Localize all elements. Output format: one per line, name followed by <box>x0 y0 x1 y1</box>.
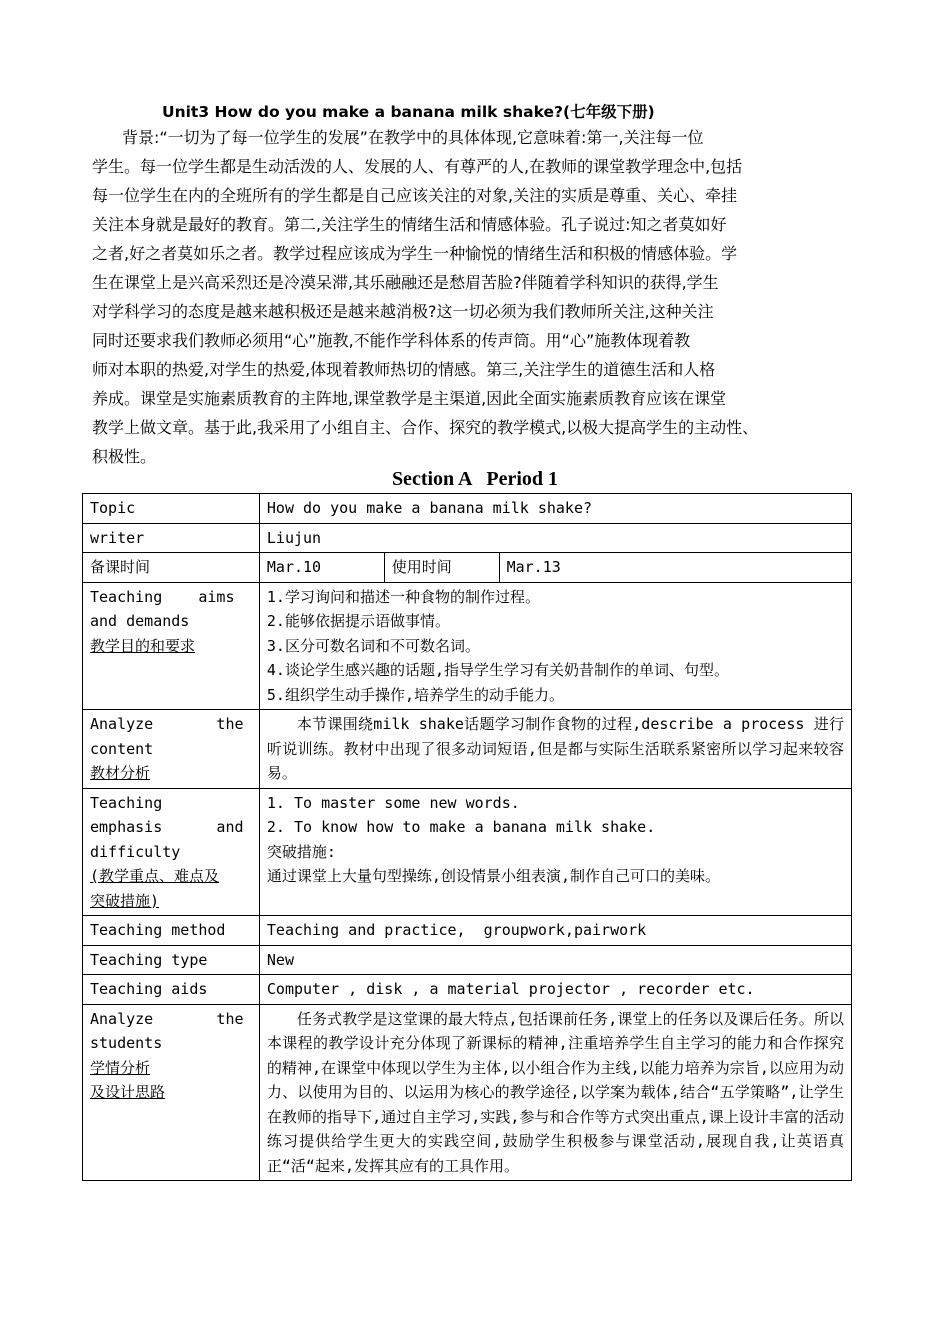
table-row-students <box>83 1004 852 1181</box>
intro-line: 生在课堂上是兴高采烈还是冷漠呆滞,其乐融融还是愁眉苦脸?伴随着学科知识的获得,学生 <box>92 273 719 292</box>
aim-item: 4.谈论学生感兴趣的话题,指导学生学习有关奶昔制作的单词、句型。 <box>266 661 730 679</box>
table-row-dates <box>83 553 852 583</box>
intro-line: 学生。每一位学生都是生动活泼的人、发展的人、有尊严的人,在教师的课堂教学理念中,包括 <box>92 157 743 176</box>
table-row-topic <box>83 494 852 524</box>
emphasis-label-en: emphasis and <box>90 818 244 836</box>
students-paragraph: 任务式教学是这堂课的最大特点,包括课前任务,课堂上的任务以及课后任务。所以本课程的教学设计充分体现了新课标的精神,注重培养学生自主学习的能力和合作探究的精神,在课堂中体现以学生为主体,以小组合作为主线,以能力培养为宗旨,以应用为动力、以使用为目的、以运用为核心的教学途径,以学案为载体,结合“五学策略”,让学生在教师的指导下,通过自主学习,实践,参与和合作等方式突出重点,课上设计丰富的活动练习提供给学生更大的实践空间,鼓励学生积极参与课堂活动,展现自我,让英语真正“活“起来,发挥其应有的工具作用。 <box>266 1009 844 1175</box>
writer-label: writer <box>83 523 260 553</box>
intro-line: 养成。课堂是实施素质教育的主阵地,课堂教学是主渠道,因此全面实施素质教育应该在课堂 <box>92 389 727 408</box>
emphasis-line: 1. To master some new words. <box>266 793 520 812</box>
emphasis-content <box>259 788 851 916</box>
intro-line: 同时还要求我们教师必须用“心”施教,不能作学科体系的传声筒。用“心”施教体现着教 <box>92 331 691 350</box>
intro-line: 教学上做文章。基于此,我采用了小组自主、合作、探究的教学模式,以极大提高学生的主动性、 <box>92 418 759 437</box>
aids-label: Teaching aids <box>83 975 260 1005</box>
emphasis-label-en: difficulty <box>90 842 181 861</box>
students-label-cn: 学情分析 <box>90 1058 151 1077</box>
use-time-label: 使用时间 <box>384 553 499 583</box>
intro-line: 师对本职的热爱,对学生的热爱,体现着教师热切的情感。第三,关注学生的道德生活和人格 <box>92 360 716 379</box>
intro-line: 背景:“一切为了每一位学生的发展”在教学中的具体体现,它意味着:第一,关注每一位 <box>122 128 704 147</box>
section-title: Section A Period 1 <box>391 468 559 490</box>
content-analysis-text <box>259 710 851 789</box>
intro-line: 每一位学生在内的全班所有的学生都是自己应该关注的对象,关注的实质是尊重、关心、牵挂 <box>92 186 738 205</box>
aims-label-en: Teaching aims <box>90 587 235 606</box>
background-paragraph <box>92 123 872 471</box>
aims-label-en: and demands <box>90 612 190 630</box>
topic-label: Topic <box>83 494 260 524</box>
topic-value: How do you make a banana milk shake? <box>259 494 851 524</box>
students-label-en: students <box>90 1034 163 1052</box>
emphasis-label <box>83 788 260 916</box>
aim-item: 1.学习询问和描述一种食物的制作过程。 <box>266 587 540 606</box>
students-content <box>259 1004 851 1181</box>
aims-label <box>83 582 260 710</box>
emphasis-label-en: Teaching <box>90 793 163 812</box>
table-row-emphasis <box>83 788 852 916</box>
emphasis-line: 2. To know how to make a banana milk shake. <box>266 818 656 836</box>
document-title: Unit3 How do you make a banana milk shake?(七年级下册) <box>162 103 655 121</box>
intro-line: 对学科学习的态度是越来越积极还是越来越消极?这一切必须为我们教师所关注,这种关注 <box>92 302 714 321</box>
method-label: Teaching method <box>83 916 260 946</box>
aim-item: 3.区分可数名词和不可数名词。 <box>266 636 480 655</box>
table-row-writer <box>83 523 852 553</box>
table-row-method <box>83 916 852 946</box>
content-label-cn: 教材分析 <box>90 764 151 782</box>
aims-label-cn: 教学目的和要求 <box>90 636 196 655</box>
prep-time-label: 备课时间 <box>83 553 260 583</box>
students-label <box>83 1004 260 1181</box>
students-label-en: Analyze the <box>90 1009 244 1028</box>
content-label-en: Analyze the <box>90 715 244 733</box>
emphasis-label-cn: (教学重点、难点及 <box>90 867 220 885</box>
table-row-aids <box>83 975 852 1005</box>
table-row-type <box>83 945 852 975</box>
content-analysis-label <box>83 710 260 789</box>
emphasis-label-cn: 突破措施) <box>90 891 160 910</box>
lesson-plan-table <box>82 493 852 1181</box>
aids-value: Computer , disk , a material projector , recorder etc. <box>259 975 851 1005</box>
aims-content <box>259 582 851 710</box>
writer-value: Liujun <box>259 523 851 553</box>
intro-line: 之者,好之者莫如乐之者。教学过程应该成为学生一种愉悦的情绪生活和积极的情感体验。学 <box>92 244 738 263</box>
emphasis-line: 通过课堂上大量句型操练,创设情景小组表演,制作自己可口的美味。 <box>266 867 720 885</box>
table-row-aims <box>83 582 852 710</box>
prep-time-value: Mar.10 <box>259 553 384 583</box>
students-label-cn: 及设计思路 <box>90 1083 166 1101</box>
content-analysis-paragraph: 本节课围绕milk shake话题学习制作食物的过程,describe a process 进行听说训练。教材中出现了很多动词短语,但是都与实际生活联系紧密所以学习起来较容易。 <box>266 715 844 782</box>
emphasis-line: 突破措施: <box>266 842 336 861</box>
table-row-content-analysis <box>83 710 852 789</box>
aim-item: 5.组织学生动手操作,培养学生的动手能力。 <box>266 685 565 704</box>
intro-line: 关注本身就是最好的教育。第二,关注学生的情绪生活和情感体验。孔子说过:知之者莫如好 <box>92 215 727 234</box>
content-label-en: content <box>90 739 154 758</box>
type-value: New <box>259 945 851 975</box>
intro-line: 积极性。 <box>92 447 157 466</box>
method-value: Teaching and practice, groupwork,pairwork <box>259 916 851 946</box>
use-time-value: Mar.13 <box>499 553 851 583</box>
aim-item: 2.能够依据提示语做事情。 <box>266 612 450 630</box>
type-label: Teaching type <box>83 945 260 975</box>
